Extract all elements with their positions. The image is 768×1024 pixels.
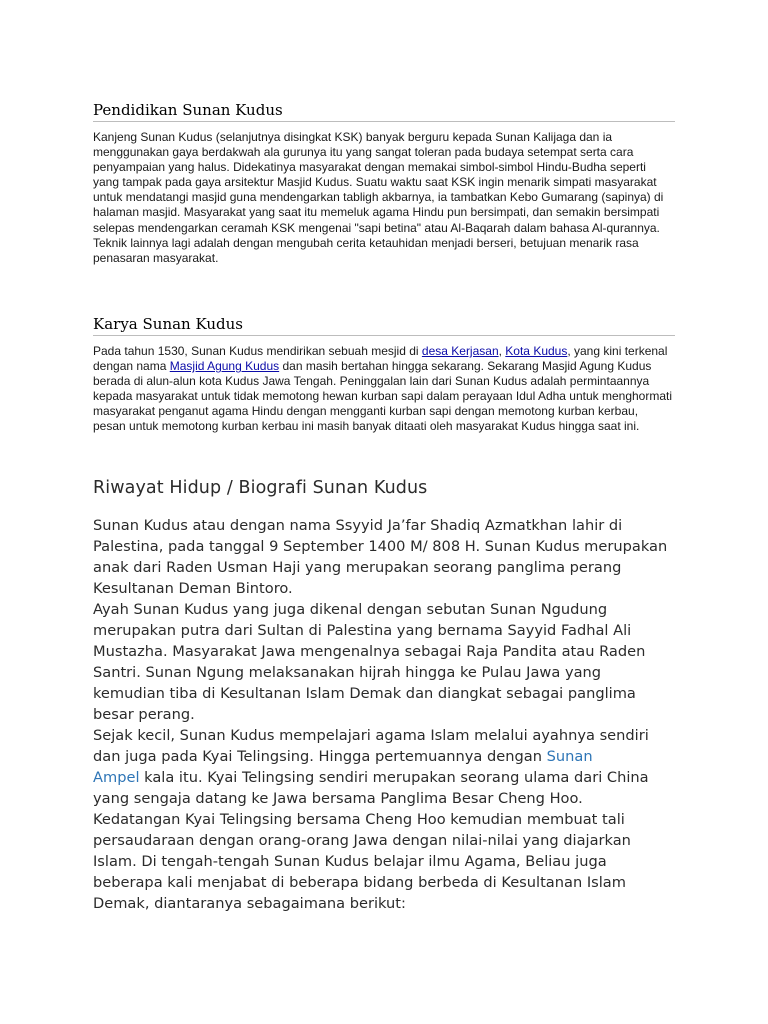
text-line: anak dari Raden Usman Haji yang merupakan seorang panglima perang — [93, 559, 622, 576]
link-masjid-agung-kudus[interactable]: Masjid Agung Kudus — [169, 359, 280, 374]
text-line: merupakan putra dari Sultan di Palestina yang bernama Sayyid Fadhal Ali — [93, 622, 632, 639]
section-heading-karya: Karya Sunan Kudus — [93, 315, 675, 336]
text-line: yang sengaja datang ke Jawa bersama Panglima Besar Cheng Hoo. — [93, 790, 583, 807]
text-line: kemudian tiba di Kesultanan Islam Demak dan diangkat sebagai panglima — [93, 685, 636, 702]
text-line: besar perang. — [93, 706, 195, 723]
paragraph-pendidikan: Kanjeng Sunan Kudus (selanjutnya disingkat KSK) banyak berguru kepada Sunan Kalijaga dan ia menggunakan gaya berdakwah ala gurunya itu yang sangat toleran pada budaya setempat serta cara penyampaian yang halus. Didekatinya masyarakat dengan memakai simbol-simbol Hindu-Budha seperti yang tampak pada gaya arsitektur Masjid Kudus. Suatu waktu saat KSK ingin menarik simpati masyarakat untuk mendatangi masjid guna mendengarkan tabligh akbarnya, ia tambatkan Kebo Gumarang (sapinya) di halaman masjid. Masyarakat yang saat itu memeluk agama Hindu pun bersimpati, dan semakin bersimpati selepas mendengarkan ceramah KSK mengenai "sapi betina" atau Al-Baqarah dalam bahasa Al-qurannya. Teknik lainnya lagi adalah dengan mengubah cerita ketauhidan menjadi berseri, betujuan menarik rasa penasaran masyarakat. — [93, 130, 664, 265]
paragraph-text: , — [498, 344, 506, 358]
text-line: Islam. Di tengah-tengah Sunan Kudus belajar ilmu Agama, Beliau juga — [93, 853, 607, 870]
text-line: Kesultanan Deman Bintoro. — [93, 580, 293, 597]
link-sunan-ampel-part1[interactable]: Sunan — [546, 748, 593, 765]
text-fragment: kala itu. Kyai Telingsing sendiri merupakan seorang ulama dari China — [139, 769, 649, 786]
section-heading-biografi: Riwayat Hidup / Biografi Sunan Kudus — [93, 478, 428, 498]
paragraph-text: dan masih bertahan hingga sekarang. Sekarang Masjid Agung Kudus berada di alun-alun kota Kudus Jawa Tengah. Peninggalan lain dari Sunan Kudus adalah permintaannya kepada masyarakat untuk tidak memotong hewan kurban sapi dalam perayaan Idul Adha untuk menghormati masyarakat penganut agama Hindu dengan mengganti kurban sapi dengan memotong kurban kerbau, pesan untuk memotong kurban kerbau ini masih banyak ditaati oleh masyarakat Kudus hingga saat ini. — [93, 359, 673, 434]
paragraph-text: , yang kini terkenal dengan nama — [93, 344, 668, 374]
text-line: Sunan Kudus atau dengan nama Ssyyid Ja’far Shadiq Azmatkhan lahir di — [93, 517, 623, 534]
text-line: Mustazha. Masyarakat Jawa mengenalnya sebagai Raja Pandita atau Raden — [93, 643, 646, 660]
text-line-with-link — [93, 767, 683, 788]
text-line-with-link — [93, 746, 683, 767]
text-line: Palestina, pada tanggal 9 September 1400 M/ 808 H. Sunan Kudus merupakan — [93, 538, 668, 555]
paragraph-text: Pada tahun 1530, Sunan Kudus mendirikan sebuah mesjid di — [93, 344, 422, 358]
text-line: beberapa kali menjabat di beberapa bidang berbeda di Kesultanan Islam — [93, 874, 626, 891]
paragraph-biografi — [93, 515, 683, 914]
link-kota-kudus[interactable]: Kota Kudus — [505, 344, 568, 358]
link-sunan-ampel-part2[interactable]: Ampel — [93, 769, 140, 786]
section-heading-pendidikan: Pendidikan Sunan Kudus — [93, 101, 675, 122]
text-line: persaudaraan dengan orang-orang Jawa dengan nilai-nilai yang diajarkan — [93, 832, 631, 849]
text-line: Ayah Sunan Kudus yang juga dikenal dengan sebutan Sunan Ngudung — [93, 601, 608, 618]
paragraph-karya — [93, 344, 673, 435]
link-desa-kerjasan[interactable]: desa Kerjasan — [421, 344, 499, 358]
text-line: Santri. Sunan Ngung melaksanakan hijrah hingga ke Pulau Jawa yang — [93, 664, 602, 681]
text-line: Kedatangan Kyai Telingsing bersama Cheng Hoo kemudian membuat tali — [93, 811, 625, 828]
text-line: Demak, diantaranya sebagaimana berikut: — [93, 895, 406, 912]
text-line: Sejak kecil, Sunan Kudus mempelajari agama Islam melalui ayahnya sendiri — [93, 727, 649, 744]
text-fragment: dan juga pada Kyai Telingsing. Hingga pertemuannya dengan — [93, 748, 547, 765]
